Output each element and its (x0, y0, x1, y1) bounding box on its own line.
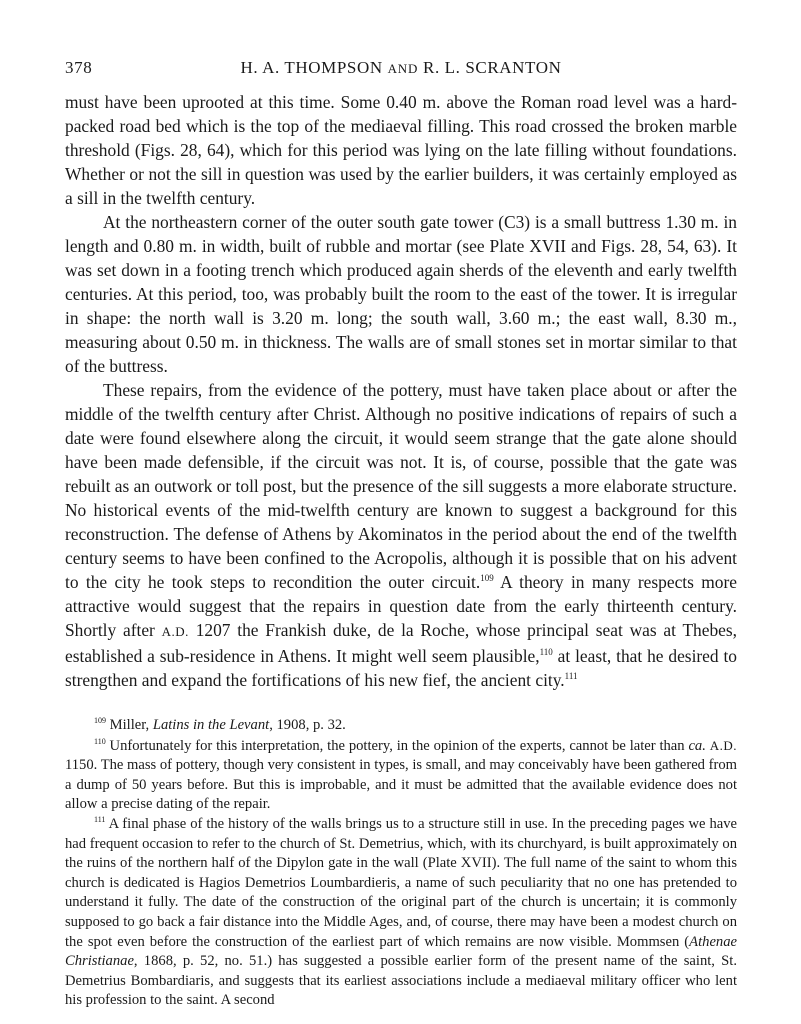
author-1: H. A. THOMPSON (240, 58, 383, 77)
footnote-number: 110 (94, 736, 106, 746)
footnote-abbreviation: ca. (688, 737, 706, 754)
paragraph-3 (65, 378, 737, 692)
body-text (65, 90, 737, 692)
paragraph-2: At the northeastern corner of the outer south gate tower (C3) is a small buttress 1.30 m. in length and 0.80 m. in width, built of rubble and mortar (see Plate XVII and Figs. 28, 54, 63). It was set down in a footing trench which produced again sherds of the eleventh and early twelfth centuries. At this period, too, was probably built the room to the east of the tower. It is irregular in shape: the north wall is 3.20 m. long; the south wall, 3.60 m.; the east wall, 8.30 m., measuring about 0.50 m. in thickness. The walls are of small stones set in mortar similar to that of the buttress. (65, 212, 737, 376)
author-2: R. L. SCRANTON (423, 58, 562, 77)
era-abbreviation: A.D. (161, 624, 189, 639)
footnote-number: 111 (94, 814, 106, 824)
author-conjunction: AND (387, 61, 419, 76)
paragraph-3-text-b: A theory in many respects more attractive would suggest that the repairs in question date from the early thirteenth century. Shortly after (65, 572, 738, 640)
footnote-text: A final phase of the history of the walls brings us to a structure still in use. In the preceding pages we have had frequent occasion to refer to the church of St. Demetrius, which, with its churchyard, is built approximately on the ruins of the northern half of the Dipylon gate in the wall (Plate XVII). The full name of the saint to whom this church is dedicated is Hagios Demetrios Loumbardieris, a name of such peculiarity that no one has pretended to understand it fully. The date of the construction of the original part of the church is uncertain; it is commonly supposed to go back a fair distance into the Middle Ages, and, of course, there may have been a modest church on the spot even before the construction of the earliest part of which remains are now visible. Mommsen ( (65, 815, 737, 950)
footnote-ref-109: 109 (480, 573, 494, 583)
paragraph-3-text-a: These repairs, from the evidence of the pottery, must have taken place about or after the middle of the twelfth century after Christ. Although no positive indications of repairs of such a date were found elsewhere along the circuit, it would seem strange that the gate alone should have been made defensible, if the circuit was not. It is, of course, possible that the gate was rebuilt as an outwork or toll post, but the presence of the sill suggests a more elaborate structure. No historical events of the mid-twelfth century are known to suggest a background for this reconstruction. The defense of Athens by Akominatos in the period about the end of the twelfth century seems to have been confined to the Acropolis, although it is possible that on his advent to the city he took steps to recondition the outer circuit. (65, 380, 737, 592)
footnote-text: , 1868, p. 52, no. 51.) has suggested a possible earlier form of the present name of the saint, St. Demetrius Bombardiaris, and suggests that its earliest associations include a mediaeval military officer who lent his profession to the saint. A second (65, 953, 737, 1009)
era-abbreviation: A.D. (709, 737, 738, 753)
footnote-109 (65, 716, 737, 736)
footnotes (65, 716, 737, 1011)
running-head (65, 56, 737, 82)
footnote-ref-111: 111 (564, 671, 578, 681)
footnote-text: Miller, (106, 717, 153, 733)
footnote-text: 1150. The mass of pottery, though very consistent in types, is small, and may conceivably have been gathered from a dump of 50 years before. But this is improbable, and it must be admitted that the available evidence does not allow a precise dating of the repair. (65, 757, 737, 813)
footnote-ref-110: 110 (539, 647, 553, 657)
paragraph-1: must have been uprooted at this time. Some 0.40 m. above the Roman road level was a hard-packed road bed which is the top of the mediaeval filling. This road crossed the broken marble threshold (Figs. 28, 64), which for this period was lying on the late filling without foundations. Whether or not the sill in question was used by the earlier builders, it was certainly employed as a sill in the twelfth century. (65, 92, 737, 208)
footnote-110 (65, 736, 737, 815)
footnote-text: , 1908, p. 32. (269, 717, 346, 733)
footnote-number: 109 (94, 716, 106, 725)
footnote-title: Latins in the Levant (152, 717, 270, 733)
footnote-title: Athenae Christianae (65, 933, 737, 970)
running-title (65, 58, 737, 78)
footnote-111 (65, 815, 737, 1011)
paragraph-3-text-c: 1207 the Frankish duke, de la Roche, whose principal seat was at Thebes, established a sub-residence in Athens. It might well seem plausible, (65, 620, 738, 666)
page-number: 378 (65, 58, 93, 77)
footnote-text: Unfortunately for this interpretation, the pottery, in the opinion of the experts, cannot be later than (105, 737, 689, 754)
paragraph-3-text-d: at least, that he desired to strengthen and expand the fortifications of his new fief, the ancient city. (65, 646, 737, 690)
